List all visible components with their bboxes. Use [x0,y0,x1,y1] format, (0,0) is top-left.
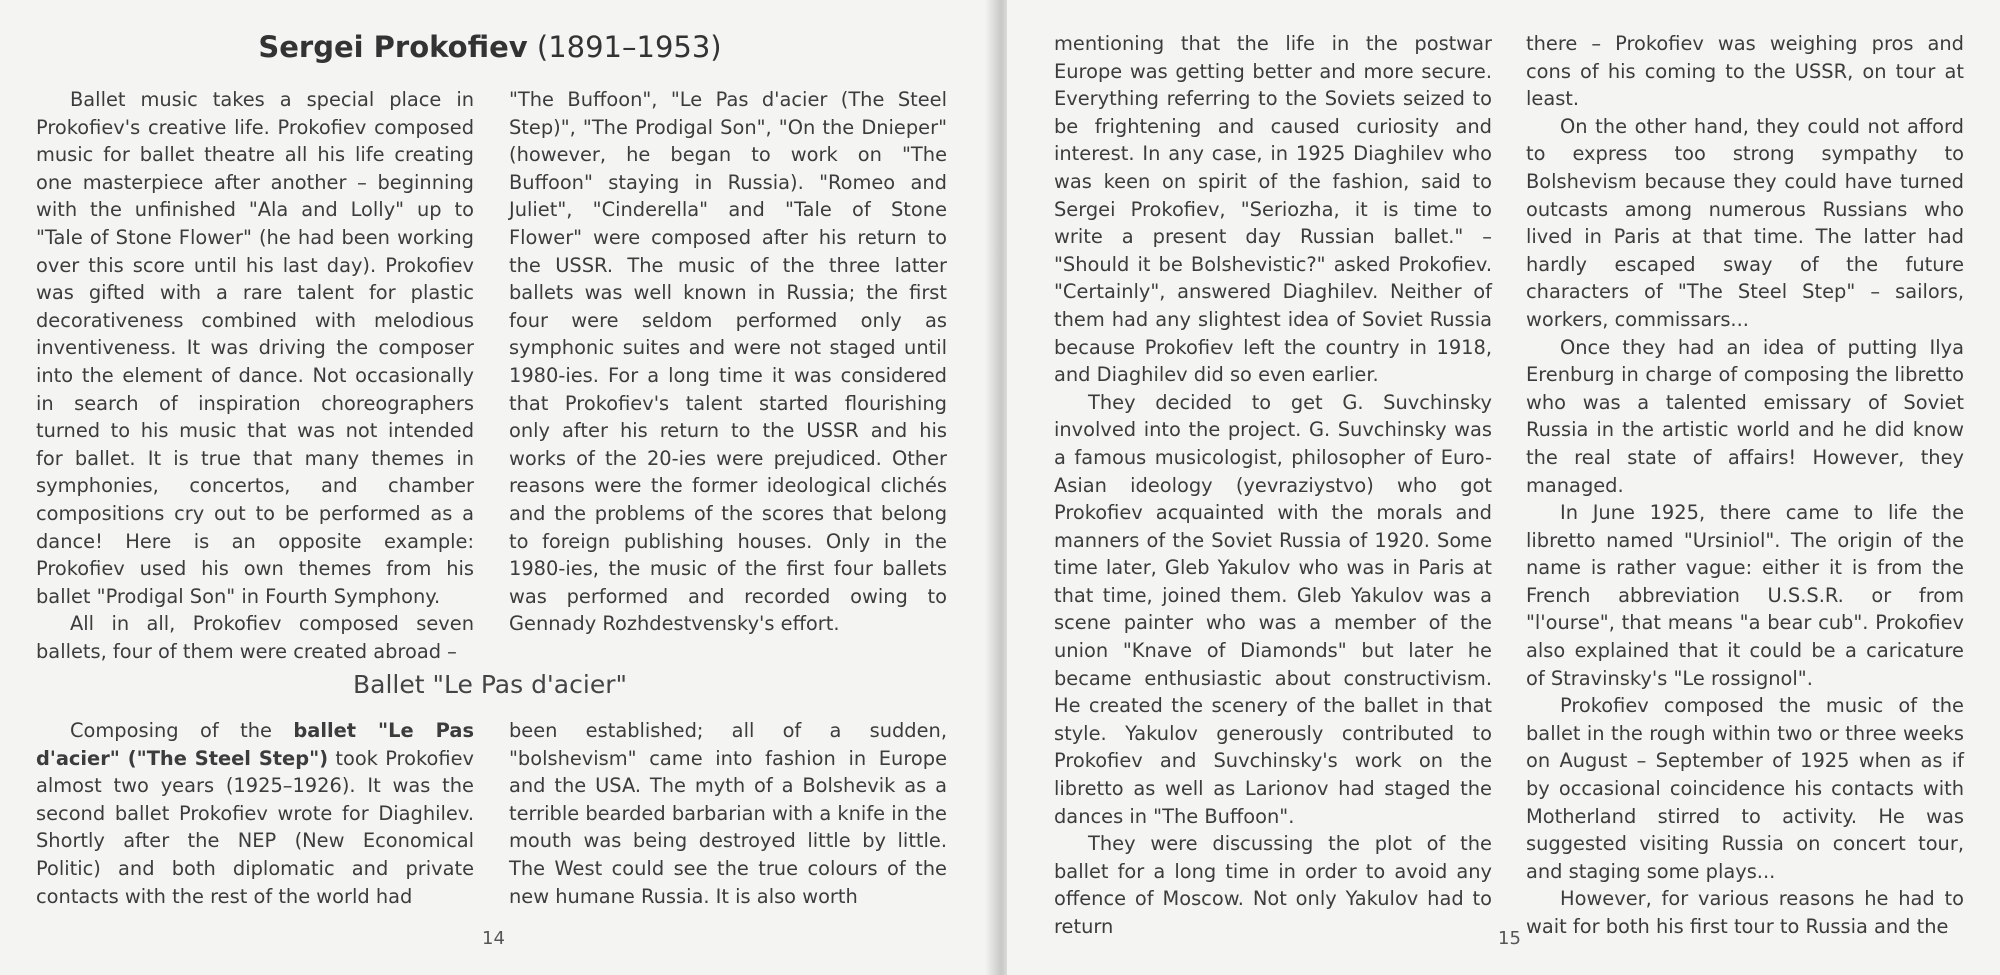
title-name: Sergei Prokofiev [258,30,528,64]
left-column-4 [509,717,947,910]
left-column-2 [509,86,947,638]
paragraph: They decided to get G. Suvchinsky involved into the project. G. Suvchinsky was a famous musicologist, philosopher of Euro-Asian ideology (yevraziystvo) who got Prokofiev acquainted with the morals and manners of the Soviet Russia of 1920. Some time later, Gleb Yakulov who was in Paris at that time, joined them. Gleb Yakulov was a scene painter who was a member of the union "Knave of Diamonds" but later he became enthusiastic about constructivism. He created the scenery of the ballet in that style. Yakulov generously contributed to Prokofiev and Suvchinsky's work on the libretto as well as Larionov had staged the dances in "The Buffoon". [1054,390,1492,828]
page-number-left: 14 [482,928,505,949]
paragraph: They were discussing the plot of the ballet for a long time in order to avoid any offence of Moscow. Not only Yakulov had to return [1054,832,1492,938]
left-page [0,0,993,975]
paragraph: Once they had an idea of putting Ilya Erenburg in charge of composing the libretto who was a talented emissary of Soviet Russia in the artistic world and he did know the real state of affairs! However, they managed. [1526,335,1964,497]
right-page [1007,0,2000,975]
paragraph [36,717,474,910]
paragraph: On the other hand, they could not afford to express too strong sympathy to Bolshevism because they could have turned outcasts among numerous Russians who lived in Paris at that time. The latter had hardly escaped sway of the future characters of "The Steel Step" – sailors, workers, commissars... [1526,114,1964,331]
page-title [0,30,980,64]
paragraph: been established; all of a sudden, "bolshevism" came into fashion in Europe and the USA. The myth of a Bolshevik as a terrible bearded barbarian with a knife in the mouth was being destroyed little by little. The West could see the true colours of the new humane Russia. It is also worth [509,719,947,908]
paragraph: However, for various reasons he had to wait for both his first tour to Russia and the [1526,887,1964,938]
paragraph: In June 1925, there came to life the libretto named "Ursiniol". The origin of the name is rather vague: either it is from the French abbreviation U.S.S.R. or from "l'ourse", that means "a bear cub". Prokofiev also explained that it could be a caricature of Stravinsky's "Le rossignol". [1526,501,1964,690]
page-number-right: 15 [1498,928,1521,949]
left-column-1 [36,86,474,665]
right-column-2 [1526,30,1964,941]
section-title: Ballet "Le Pas d'acier" [353,670,627,699]
title-years: (1891–1953) [536,30,722,64]
text-run: Composing of the [70,719,294,742]
text-run: took Prokofiev almost two years (1925–1926). It was the second ballet Prokofiev wrote for Diaghilev. Shortly after the NEP (New Economical Politic) and both diplomatic and private contacts with the rest of the world had [36,746,474,908]
paragraph: Prokofiev composed the music of the ballet in the rough within two or three weeks on August – September of 1925 when as if by occasional coincidence his contacts with Motherland stirred to activity. He was suggested visiting Russia on concert tour, and staging some plays... [1526,694,1964,883]
paragraph: All in all, Prokofiev composed seven ballets, four of them were created abroad – [36,612,474,663]
paragraph: Ballet music takes a special place in Prokofiev's creative life. Prokofiev composed music for ballet theatre all his life creating one masterpiece after another – beginning with the unfinished "Ala and Lolly" up to "Tale of Stone Flower" (he had been working over this score until his last day). Prokofiev was gifted with a rare talent for plastic decorativeness combined with melodious inventiveness. It was driving the composer into the element of dance. Not occasionally in search of inspiration choreographers turned to his music that was not intended for ballet. It is true that many themes in symphonies, concertos, and chamber compositions cry out to be performed as a dance! Here is an opposite example: Prokofiev used his own themes from his ballet "Prodigal Son" in Fourth Symphony. [36,88,474,608]
paragraph: there – Prokofiev was weighing pros and cons of his coming to the USSR, on tour at least. [1526,32,1964,111]
right-column-1 [1054,30,1492,941]
paragraph: mentioning that the life in the postwar Europe was getting better and more secure. Everything referring to the Soviets seized to be frightening and caused curiosity and interest. In any case, in 1925 Diaghilev who was keen on spirit of the fashion, said to Sergei Prokofiev, "Seriozha, it is time to write a present day Russian ballet." – "Should it be Bolshevistic?" asked Prokofiev. "Certainly", answered Diaghilev. Neither of them had any slightest idea of Soviet Russia because Prokofiev left the country in 1918, and Diaghilev did so even earlier. [1054,32,1492,387]
bold-text-run: ballet "Le Pas d'acier" ("The Steel Step") [36,719,474,770]
paragraph: "The Buffoon", "Le Pas d'acier (The Steel Step)", "The Prodigal Son", "On the Dnieper" (however, he began to work on "The Buffoon" staying in Russia). "Romeo and Juliet", "Cinderella" and "Tale of Stone Flower" were composed after his return to the USSR. The music of the three latter ballets was well known in Russia; the first four were seldom performed only as symphonic suites and were not staged until 1980-ies. For a long time it was considered that Prokofiev's talent started flourishing only after his return to the USSR and his works of the 20-ies were prejudiced. Other reasons were the former ideological clichés and the problems of the scores that belong to foreign publishing houses. Only in the 1980-ies, the music of the first four ballets was performed and recorded owing to Gennady Rozhdestvensky's effort. [509,88,947,636]
left-column-3 [36,717,474,910]
